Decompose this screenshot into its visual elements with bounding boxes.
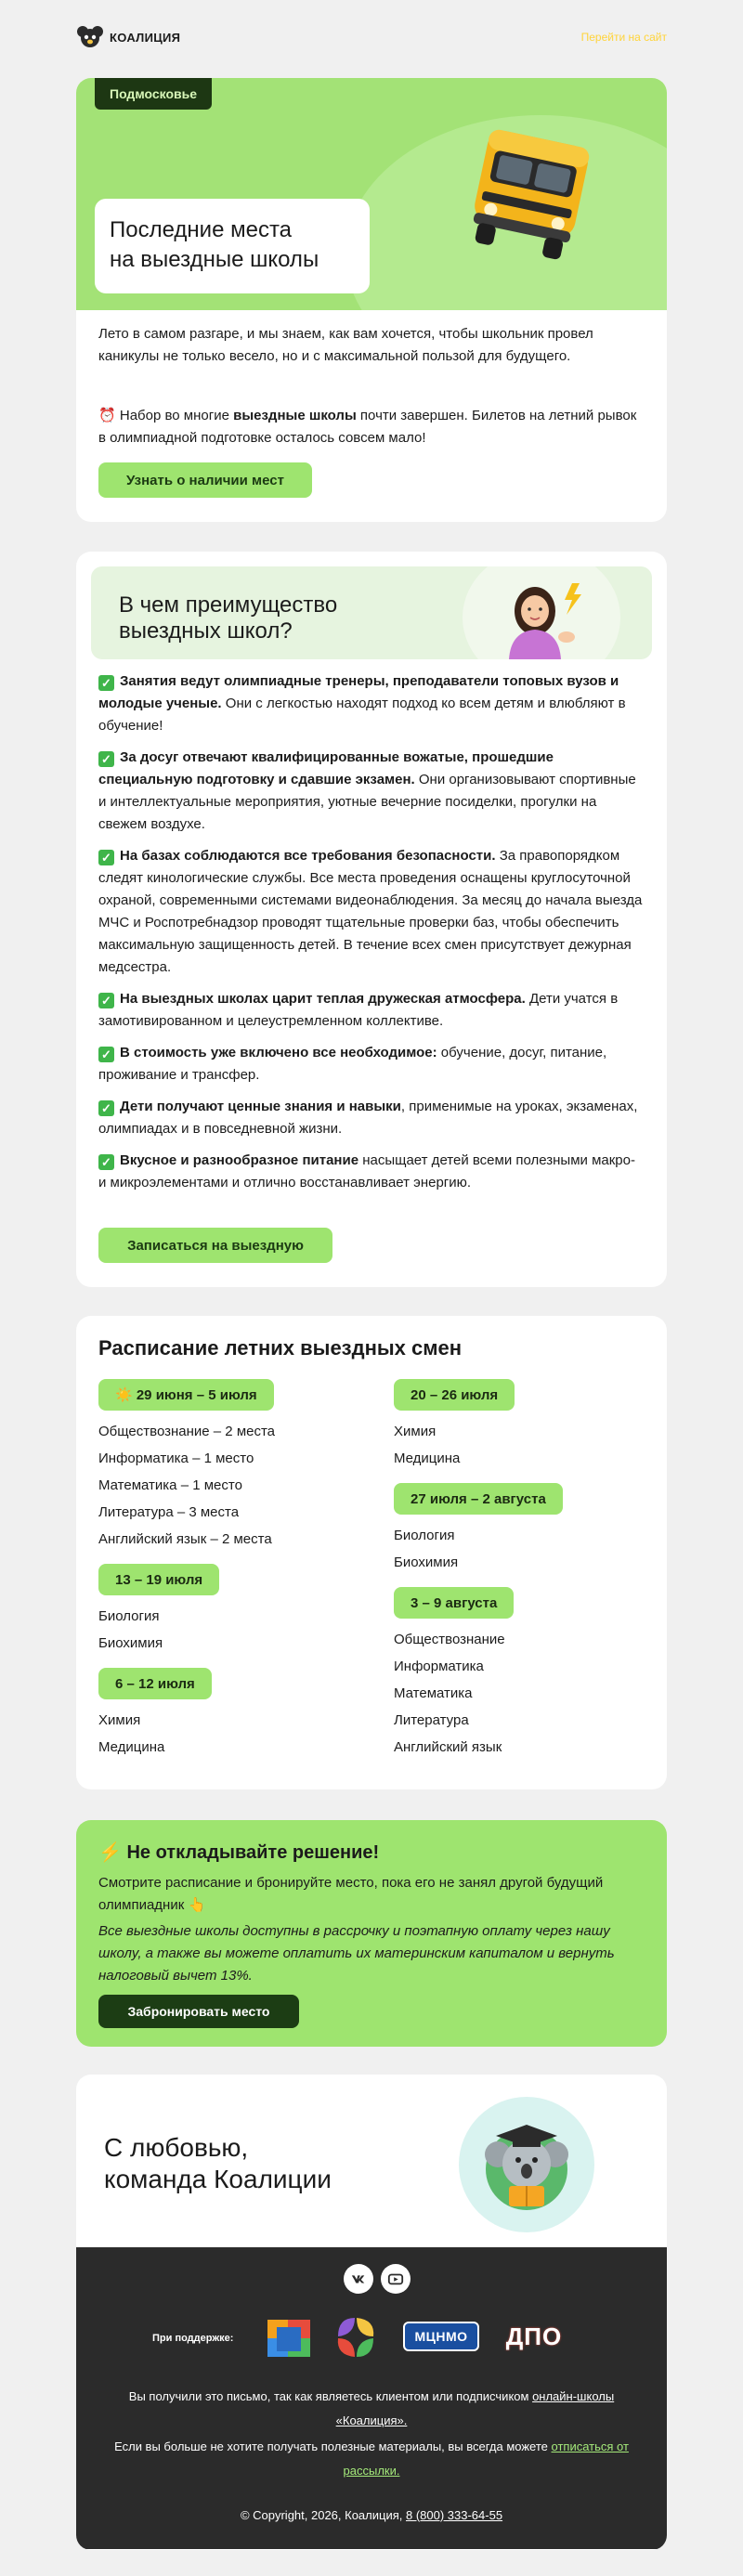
schedule-column-right bbox=[394, 1379, 654, 1772]
hero-title bbox=[95, 199, 370, 293]
session-date-badge: 20 – 26 июля bbox=[394, 1379, 515, 1411]
alarm-clock-icon: ⏰ bbox=[98, 408, 116, 423]
koala-mascot-avatar bbox=[459, 2097, 594, 2232]
session-subject: Математика – 1 место bbox=[98, 1477, 242, 1493]
advantage-item bbox=[98, 747, 646, 836]
session-subject: Литература – 3 места bbox=[98, 1504, 240, 1520]
go-to-site-link[interactable]: Перейти на сайт bbox=[580, 31, 667, 44]
copyright bbox=[95, 2504, 648, 2528]
koala-logo-icon bbox=[76, 23, 104, 51]
sign-up-button[interactable]: Записаться на выездную bbox=[98, 1228, 332, 1263]
advantage-bold: Вкусное и разнообразное питание bbox=[120, 1152, 359, 1168]
schedule-card bbox=[76, 1316, 667, 1789]
advantage-text: , применимые на уроках, экзаменах, олимпиадах и в повседневной жизни. bbox=[98, 1099, 638, 1137]
session-subject: Биология bbox=[394, 1528, 455, 1543]
advantage-bold: Занятия ведут олимпиадные тренеры, преподаватели топовых вузов и молодые ученые. bbox=[98, 673, 619, 711]
youtube-icon[interactable] bbox=[381, 2264, 411, 2294]
advantage-item bbox=[98, 670, 646, 737]
book-place-button[interactable]: Забронировать место bbox=[98, 1995, 299, 2028]
session-group bbox=[394, 1587, 654, 1761]
urgent-card bbox=[76, 1820, 667, 2047]
check-mark-icon: ✓ bbox=[98, 751, 114, 767]
check-mark-icon: ✓ bbox=[98, 993, 114, 1008]
promo-card bbox=[76, 78, 667, 522]
advantage-item bbox=[98, 988, 646, 1033]
session-subject: Информатика bbox=[394, 1659, 484, 1674]
signoff-card bbox=[76, 2075, 667, 2550]
unsubscribe-notice bbox=[95, 2435, 648, 2483]
region-badge: Подмосковье bbox=[95, 78, 212, 110]
advantages-list bbox=[98, 670, 646, 1203]
title-line: выездных школ? bbox=[119, 618, 293, 644]
advantage-item bbox=[98, 1096, 646, 1140]
session-date-badge: 6 – 12 июля bbox=[98, 1668, 212, 1699]
advantage-bold: В стоимость уже включено все необходимое: bbox=[120, 1045, 437, 1060]
session-subject: Английский язык – 2 места bbox=[98, 1531, 272, 1547]
session-date-badge: 13 – 19 июля bbox=[98, 1564, 219, 1595]
session-group bbox=[98, 1564, 377, 1657]
session-subject: Медицина bbox=[98, 1739, 165, 1755]
installment-note: Все выездные школы доступны в рассрочку и поэтапную оплату через нашу школу, а также вы можете оплатить их материнским капиталом и вернуть налоговый вычет 13%. bbox=[98, 1923, 615, 1984]
partner-logo-cube bbox=[264, 2314, 316, 2361]
hero-title-line: на выездные школы bbox=[110, 247, 319, 272]
session-group bbox=[394, 1483, 654, 1576]
school-bus-icon bbox=[461, 110, 600, 267]
session-date-badge: 27 июля – 2 августа bbox=[394, 1483, 563, 1515]
urgent-text: Смотрите расписание и бронируйте место, пока его не занял другой будущий олимпиадник 👆 bbox=[98, 1875, 604, 1913]
text-span: почти завершен. Билетов на летний рывок в олимпиадной подготовке осталось совсем мало! bbox=[98, 408, 637, 446]
signoff-text bbox=[104, 2132, 332, 2195]
advantage-text: Они с легкостью находят подход ко всем детям и влюбляют в обучение! bbox=[98, 696, 626, 734]
check-mark-icon: ✓ bbox=[98, 1154, 114, 1170]
advantage-text: Они организовывают спортивные и интеллектуальные мероприятия, уютные вечерние посиделки, прогулки на свежем воздухе. bbox=[98, 772, 636, 832]
session-subject: Химия bbox=[394, 1424, 437, 1439]
session-group bbox=[394, 1379, 654, 1472]
schedule-title: Расписание летних выездных смен bbox=[98, 1336, 463, 1360]
advantage-text: насыщает детей всеми полезными макро- и микроэлементами и отлично восстанавливает энергию. bbox=[98, 1152, 635, 1190]
text-bold: выездные школы bbox=[233, 408, 357, 423]
email-header bbox=[76, 22, 667, 52]
advantage-bold: За досуг отвечают квалифицированные вожатые, прошедшие специальную подготовку и сдавшие экзамен. bbox=[98, 749, 554, 787]
advantage-bold: На выездных школах царит теплая дружеская атмосфера. bbox=[120, 991, 526, 1007]
schedule-column-left bbox=[98, 1379, 377, 1772]
session-subject: Обществознание bbox=[394, 1632, 505, 1647]
hero-title-line: Последние места bbox=[110, 217, 293, 242]
session-subject: Информатика – 1 место bbox=[98, 1451, 254, 1466]
advantages-card bbox=[76, 552, 667, 1287]
session-date-badge: ☀️ 29 июня – 5 июля bbox=[98, 1379, 274, 1411]
advantage-text: За правопорядком следят кинологические службы. Все места проведения оснащены круглосуточной охраной, современными системами видеонаблюдения. За месяц до начала выезда МЧС и Роспотребнадзор проводят тщательные проверки баз, чтобы обеспечить максимальную защищенность детей. В течение всех смен присутствует дежурная медсестра. bbox=[98, 848, 643, 975]
advantages-header bbox=[91, 566, 652, 659]
session-subject: Английский язык bbox=[394, 1739, 502, 1755]
advantage-item bbox=[98, 845, 646, 979]
signoff-line: С любовью, bbox=[104, 2133, 249, 2162]
session-subject: Обществознание – 2 места bbox=[98, 1424, 276, 1439]
unsubscribe-link[interactable]: отписаться от рассылки. bbox=[343, 2439, 629, 2478]
session-subject: Биохимия bbox=[98, 1635, 163, 1651]
subscription-notice bbox=[95, 2385, 648, 2433]
availability-paragraph bbox=[98, 405, 646, 449]
advantage-bold: На базах соблюдаются все требования безопасности. bbox=[120, 848, 496, 864]
session-subject: Биология bbox=[98, 1608, 160, 1624]
unsubscribe-text: Если вы больше не хотите получать полезные материалы, вы всегда можете bbox=[114, 2439, 552, 2453]
brand-name: КОАЛИЦИЯ bbox=[110, 30, 181, 45]
session-group bbox=[98, 1379, 377, 1553]
advantages-title bbox=[119, 592, 398, 644]
woman-tipping-hand-icon bbox=[490, 578, 602, 659]
check-mark-icon: ✓ bbox=[98, 850, 114, 865]
title-line: В чем преимущество bbox=[119, 592, 338, 618]
check-mark-icon: ✓ bbox=[98, 1100, 114, 1116]
check-mark-icon: ✓ bbox=[98, 1047, 114, 1062]
advantage-text: Дети учатся в замотивированном и целеустремленном коллективе. bbox=[98, 991, 619, 1029]
partner-logo-flower bbox=[331, 2314, 383, 2361]
brand-logo[interactable] bbox=[76, 23, 180, 51]
check-availability-button[interactable]: Узнать о наличии мест bbox=[98, 462, 312, 498]
koala-graduate-icon bbox=[459, 2097, 594, 2232]
advantage-bold: Дети получают ценные знания и навыки bbox=[120, 1099, 401, 1114]
vk-icon[interactable] bbox=[344, 2264, 373, 2294]
signoff-line: команда Коалиции bbox=[104, 2165, 332, 2193]
support-label: При поддержке: bbox=[152, 2333, 234, 2344]
session-group bbox=[98, 1668, 377, 1761]
advantage-item bbox=[98, 1150, 646, 1194]
session-subject: Химия bbox=[98, 1712, 141, 1728]
session-date-badge: 3 – 9 августа bbox=[394, 1587, 514, 1619]
email-footer bbox=[76, 2247, 667, 2549]
partner-logo-dpo: ДПО bbox=[505, 2322, 563, 2350]
intro-paragraph: Лето в самом разгаре, и мы знаем, как вам хочется, чтобы школьник провел каникулы не только весело, но и с максимальной пользой для будущего. bbox=[98, 326, 593, 364]
urgent-title: ⚡ Не откладывайте решение! bbox=[98, 1842, 380, 1863]
notice-text: Вы получили это письмо, так как являетесь клиентом или подписчиком bbox=[128, 2389, 533, 2403]
check-mark-icon: ✓ bbox=[98, 675, 114, 691]
session-subject: Биохимия bbox=[394, 1555, 459, 1570]
phone-link[interactable]: 8 (800) 333-64-55 bbox=[405, 2508, 503, 2522]
partner-logo-mcnmo: МЦНМО bbox=[403, 2322, 479, 2351]
session-subject: Литература bbox=[394, 1712, 469, 1728]
copyright-text: © Copyright, 2026, Коалиция, bbox=[240, 2508, 406, 2522]
text-span: Набор во многие bbox=[115, 408, 234, 423]
session-subject: Медицина bbox=[394, 1451, 461, 1466]
advantage-item bbox=[98, 1042, 646, 1086]
advantage-text: обучение, досуг, питание, проживание и трансфер. bbox=[98, 1045, 607, 1083]
session-subject: Математика bbox=[394, 1685, 473, 1701]
hero-banner bbox=[76, 78, 667, 310]
school-link[interactable]: онлайн-школы «Коалиция». bbox=[335, 2389, 615, 2427]
